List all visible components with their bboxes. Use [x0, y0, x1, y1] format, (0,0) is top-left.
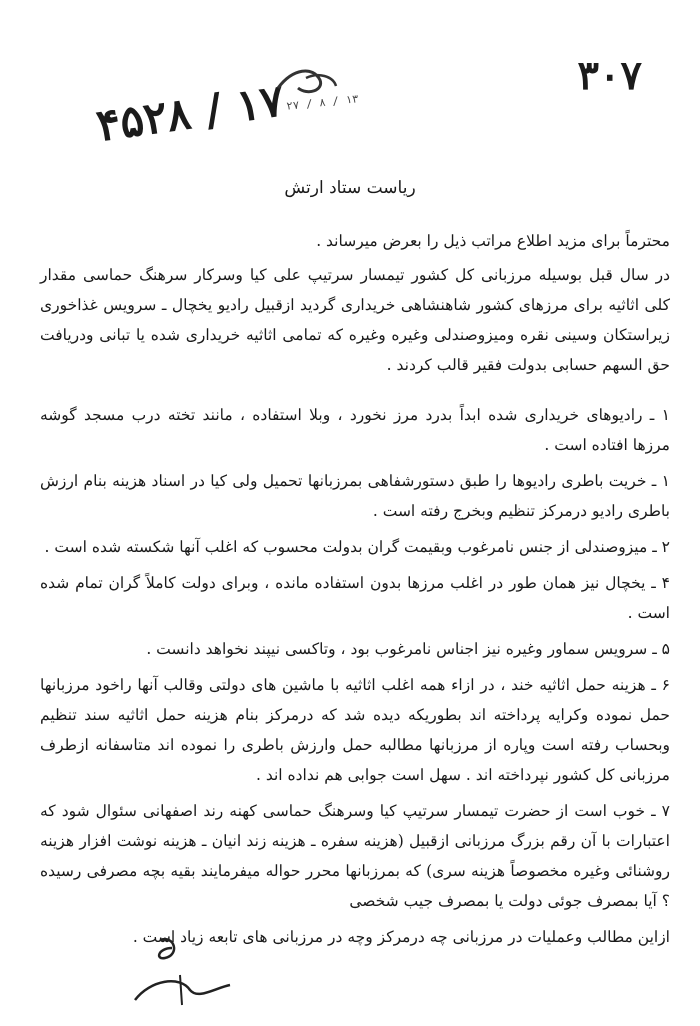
stamp-date: ۲۷ / ۸ / ۱۳	[285, 92, 360, 113]
signature-scribble	[120, 930, 250, 1020]
list-item: ۶ ـ هزینه حمل اثاثیه خند ، در ازاء همه اغلب اثاثیه با ماشین های دولتی وقالب آنها راخود مرزبانها حمل نموده وکرایه پرداخته اند بطوریکه دیده شد که درمرکز بنام هزینه حمل اثاثیه سند تنظیم وبحساب رفته است وپاره از مرزبانها مطالبه حمل وارزش باطری را نموده اند متاسفانه ازطرف مرزبانی کل کشور نپرداخته اند . سهل است جوابی هم نداده اند .	[40, 676, 670, 784]
list-item: ۱ ـ خریت باطری رادیوها را طبق دستورشفاهی بمرزبانها تحمیل ولی کیا در اسناد هزینه بنام ارزش باطری رادیو درمرکز تنظیم وبخرج رفته است .	[40, 472, 670, 520]
closing-line: ازاین مطالب وعملیات در مرزبانی چه درمرکز وچه در مرزبانی های تابعه زیاد است .	[132, 928, 670, 946]
reference-number: ۴۵۲۸ / ۱۷	[93, 75, 288, 152]
salutation: محترماً برای مزید اطلاع مراتب ذیل را بعرض میرساند .	[316, 232, 670, 250]
letter-body	[40, 226, 670, 958]
list-item: ۱ ـ رادیوهای خریداری شده ابداً بدرد مرز نخورد ، وبلا استفاده ، مانند تخته درب مسجد گوشه مرزها افتاده است .	[40, 406, 670, 454]
document-title: ریاست ستاد ارتش	[284, 178, 416, 198]
intro-paragraph: در سال قبل بوسیله مرزبانی کل کشور تیمسار سرتیپ علی کیا وسرکار سرهنگ حماسی مقدار کلی اثاثیه برای مرزهای کشور شاهنشاهی خریداری گردید ازقبیل رادیو یخچال ـ سرویس غذاخوری زیراستکان وسینی نقره ومیزوصندلی وغیره وغیره که تمامی اثاثیه خریداری شده یا تبانی ودریافت حق السهم حسابی بدولت فقیر قالب کردند .	[40, 266, 670, 374]
list-item: ۷ ـ خوب است از حضرت تیمسار سرتیپ کیا وسرهنگ حماسی کهنه رند اصفهانی سئوال شود که اعتبارات با آن رقم بزرگ مرزبانی ازقبیل (هزینه سفره ـ هزینه زند انیان ـ هزینه نوشت افزار هزینه روشنائی وغیره مخصوصاً هزینه سری) که بمرزبانها محرر حواله میفرمایند بقیه بچه مصرفی رسیده ؟ آیا بمصرف جوئی دولت یا بمصرف جیب شخصی	[40, 802, 670, 910]
list-item: ۵ ـ سرویس سماور وغیره نیز اجناس نامرغوب بود ، وتاکسی نیپند نخواهد دانست .	[146, 640, 670, 658]
list-item: ۴ ـ یخچال نیز همان طور در اغلب مرزها بدون استفاده مانده ، وبرای دولت کاملاً گران تمام شده است .	[40, 574, 670, 622]
page-number: ۳۰۷	[577, 52, 642, 99]
list-item: ۲ ـ میزوصندلی از جنس نامرغوب وبقیمت گران بدولت محسوب که اغلب آنها شکسته شده است .	[44, 538, 670, 556]
